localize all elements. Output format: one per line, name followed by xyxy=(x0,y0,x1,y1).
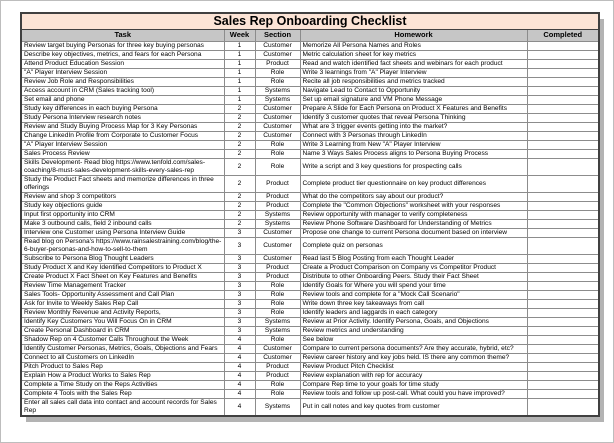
task-cell: Study key objections guide xyxy=(22,201,224,210)
table-row xyxy=(22,158,598,175)
task-cell: Review Job Role and Responsibilities xyxy=(22,77,224,86)
task-cell: Interview one Customer using Persona Interview Guide xyxy=(22,228,224,237)
week-cell: 2 xyxy=(224,210,255,219)
completed-cell[interactable] xyxy=(527,77,598,86)
column-header-homework: Homework xyxy=(300,30,527,41)
completed-cell[interactable] xyxy=(527,272,598,281)
task-cell: "A" Player Interview Session xyxy=(22,68,224,77)
completed-cell[interactable] xyxy=(527,254,598,263)
completed-cell[interactable] xyxy=(527,50,598,59)
section-cell: Role xyxy=(255,77,300,86)
table-row xyxy=(22,237,598,254)
completed-cell[interactable] xyxy=(527,201,598,210)
completed-cell[interactable] xyxy=(527,131,598,140)
section-cell: Customer xyxy=(255,353,300,362)
week-cell: 3 xyxy=(224,263,255,272)
completed-cell[interactable] xyxy=(527,299,598,308)
section-cell: Product xyxy=(255,272,300,281)
section-cell: Role xyxy=(255,380,300,389)
checklist-table xyxy=(22,30,598,415)
homework-cell: Review Product Pitch Checklist xyxy=(300,362,527,371)
homework-cell: Compare to current persona documents? Are they accurate, hybrid, etc? xyxy=(300,344,527,353)
table-row xyxy=(22,263,598,272)
table-row xyxy=(22,149,598,158)
section-cell: Role xyxy=(255,68,300,77)
homework-cell: Write down three key takeaways from call xyxy=(300,299,527,308)
completed-cell[interactable] xyxy=(527,380,598,389)
homework-cell: Metric calculation sheet for key metrics xyxy=(300,50,527,59)
completed-cell[interactable] xyxy=(527,192,598,201)
section-cell: Product xyxy=(255,175,300,192)
table-row xyxy=(22,192,598,201)
homework-cell: Review Phone Software Dashboard for Understanding of Metrics xyxy=(300,219,527,228)
completed-cell[interactable] xyxy=(527,290,598,299)
section-cell: Customer xyxy=(255,254,300,263)
task-cell: Complete 4 Tools with the Sales Rep xyxy=(22,389,224,398)
table-row xyxy=(22,131,598,140)
homework-cell: Review tools and follow up post-call. What could you have improved? xyxy=(300,389,527,398)
task-cell: Set email and phone xyxy=(22,95,224,104)
week-cell: 4 xyxy=(224,353,255,362)
table-row xyxy=(22,68,598,77)
homework-cell: Review metrics and understanding xyxy=(300,326,527,335)
section-cell: Systems xyxy=(255,95,300,104)
week-cell: 4 xyxy=(224,344,255,353)
week-cell: 3 xyxy=(224,254,255,263)
table-row xyxy=(22,228,598,237)
task-cell: Connect to all Customers on LinkedIn xyxy=(22,353,224,362)
task-cell: Study the Product Fact sheets and memorize differences in three offerings xyxy=(22,175,224,192)
homework-cell: What do the competitors say about our product? xyxy=(300,192,527,201)
task-cell: Describe key objectives, metrics, and fears for each Persona xyxy=(22,50,224,59)
task-cell: Sales Tools- Opportunity Assessment and Call Plan xyxy=(22,290,224,299)
week-cell: 1 xyxy=(224,41,255,50)
week-cell: 3 xyxy=(224,228,255,237)
table-row xyxy=(22,104,598,113)
week-cell: 1 xyxy=(224,59,255,68)
table-row xyxy=(22,41,598,50)
week-cell: 2 xyxy=(224,219,255,228)
section-cell: Product xyxy=(255,201,300,210)
week-cell: 3 xyxy=(224,281,255,290)
section-cell: Role xyxy=(255,158,300,175)
table-row xyxy=(22,50,598,59)
section-cell: Customer xyxy=(255,344,300,353)
week-cell: 3 xyxy=(224,290,255,299)
table-row xyxy=(22,281,598,290)
checklist-body xyxy=(22,41,598,415)
task-cell: Change LinkedIn Profile from Corporate to Customer Focus xyxy=(22,131,224,140)
homework-cell: Write 3 learnings from "A" Player Interview xyxy=(300,68,527,77)
week-cell: 4 xyxy=(224,380,255,389)
week-cell: 2 xyxy=(224,113,255,122)
homework-cell: Write 3 Learning from New "A" Player Interview xyxy=(300,140,527,149)
task-cell: Ask for Invite to Weekly Sales Rep Call xyxy=(22,299,224,308)
homework-cell: Create a Product Comparison on Company vs Competitor Product xyxy=(300,263,527,272)
task-cell: Study key differences in each buying Persona xyxy=(22,104,224,113)
section-cell: Role xyxy=(255,389,300,398)
table-row xyxy=(22,77,598,86)
completed-cell[interactable] xyxy=(527,335,598,344)
week-cell: 3 xyxy=(224,299,255,308)
homework-cell: Navigate Lead to Contact to Opportunity xyxy=(300,86,527,95)
task-cell: Explain How a Product Works to Sales Rep xyxy=(22,371,224,380)
week-cell: 4 xyxy=(224,335,255,344)
week-cell: 2 xyxy=(224,192,255,201)
section-cell: Systems xyxy=(255,326,300,335)
task-cell: Shadow Rep on 4 Customer Calls Throughout the Week xyxy=(22,335,224,344)
table-row xyxy=(22,219,598,228)
week-cell: 4 xyxy=(224,389,255,398)
table-row xyxy=(22,175,598,192)
column-header-task: Task xyxy=(22,30,224,41)
task-cell: Identify Key Customers You Will Focus On in CRM xyxy=(22,317,224,326)
completed-cell[interactable] xyxy=(527,41,598,50)
section-cell: Role xyxy=(255,308,300,317)
homework-cell: Read last 5 Blog Posting from each Thought Leader xyxy=(300,254,527,263)
section-cell: Product xyxy=(255,59,300,68)
section-cell: Product xyxy=(255,362,300,371)
section-cell: Customer xyxy=(255,228,300,237)
task-cell: Review target buying Personas for three key buying personas xyxy=(22,41,224,50)
homework-cell: Name 3 Ways Sales Process aligns to Persona Buying Process xyxy=(300,149,527,158)
section-cell: Customer xyxy=(255,41,300,50)
homework-cell: Complete quiz on personas xyxy=(300,237,527,254)
table-row xyxy=(22,210,598,219)
table-header xyxy=(22,30,598,41)
table-row xyxy=(22,317,598,326)
homework-cell: Review at Prior Activity. Identify Persona, Goals, and Objections xyxy=(300,317,527,326)
completed-cell[interactable] xyxy=(527,308,598,317)
homework-cell: Identify 3 customer quotes that reveal Persona Thinking xyxy=(300,113,527,122)
completed-cell[interactable] xyxy=(527,86,598,95)
completed-cell[interactable] xyxy=(527,228,598,237)
section-cell: Customer xyxy=(255,113,300,122)
task-cell: Skills Development- Read blog https://www.tenfold.com/sales-coaching/8-must-sales-development-skills-every-sales-rep xyxy=(22,158,224,175)
section-cell: Systems xyxy=(255,219,300,228)
completed-cell[interactable] xyxy=(527,59,598,68)
task-cell: Subscribe to Persona Blog Thought Leaders xyxy=(22,254,224,263)
table-row xyxy=(22,254,598,263)
table-row xyxy=(22,308,598,317)
week-cell: 3 xyxy=(224,326,255,335)
completed-cell[interactable] xyxy=(527,113,598,122)
completed-cell[interactable] xyxy=(527,140,598,149)
week-cell: 4 xyxy=(224,398,255,415)
table-row xyxy=(22,95,598,104)
table-row xyxy=(22,290,598,299)
completed-cell[interactable] xyxy=(527,353,598,362)
section-cell: Role xyxy=(255,299,300,308)
task-cell: Review Monthly Revenue and Activity Reports, xyxy=(22,308,224,317)
homework-cell: Write a script and 3 key questions for prospecting calls xyxy=(300,158,527,175)
week-cell: 2 xyxy=(224,158,255,175)
section-cell: Systems xyxy=(255,317,300,326)
table-row xyxy=(22,389,598,398)
section-cell: Role xyxy=(255,140,300,149)
task-cell: Review Time Management Tracker xyxy=(22,281,224,290)
table-row xyxy=(22,201,598,210)
section-cell: Customer xyxy=(255,237,300,254)
table-row xyxy=(22,122,598,131)
table-row xyxy=(22,380,598,389)
homework-cell: Connect with 3 Personas through LinkedIn xyxy=(300,131,527,140)
task-cell: Input first opportunity into CRM xyxy=(22,210,224,219)
completed-cell[interactable] xyxy=(527,175,598,192)
homework-cell: What are 3 trigger events getting into the market? xyxy=(300,122,527,131)
homework-cell: Prepare A Slide for Each Persona on Product X Features and Benefits xyxy=(300,104,527,113)
section-cell: Role xyxy=(255,149,300,158)
table-row xyxy=(22,362,598,371)
table-row xyxy=(22,335,598,344)
task-cell: Create Personal Dashboard in CRM xyxy=(22,326,224,335)
task-cell: Sales Process Review xyxy=(22,149,224,158)
homework-cell: Review tools and complete for a "Mock Call Scenario" xyxy=(300,290,527,299)
completed-cell[interactable] xyxy=(527,344,598,353)
section-cell: Systems xyxy=(255,86,300,95)
section-cell: Role xyxy=(255,335,300,344)
task-cell: Read blog on Persona's https://www.rainsalestraining.com/blog/the-6-buyer-personas-and-how-to-sell-to-them xyxy=(22,237,224,254)
task-cell: Study Product X and Key Identified Competitors to Product X xyxy=(22,263,224,272)
week-cell: 2 xyxy=(224,104,255,113)
table-row xyxy=(22,326,598,335)
week-cell: 1 xyxy=(224,86,255,95)
homework-cell: Review opportunity with manager to verify completeness xyxy=(300,210,527,219)
completed-cell[interactable] xyxy=(527,149,598,158)
homework-cell: Complete product tier questionnaire on key product differences xyxy=(300,175,527,192)
week-cell: 3 xyxy=(224,237,255,254)
task-cell: Attend Product Education Session xyxy=(22,59,224,68)
week-cell: 2 xyxy=(224,149,255,158)
homework-cell: Set up email signature and VM Phone Message xyxy=(300,95,527,104)
homework-cell: Distribute to other Onboarding Peers. Study their Fact Sheet xyxy=(300,272,527,281)
completed-cell[interactable] xyxy=(527,122,598,131)
homework-cell: Review explanation with rep for accuracy xyxy=(300,371,527,380)
week-cell: 3 xyxy=(224,272,255,281)
completed-cell[interactable] xyxy=(527,95,598,104)
task-cell: Complete a Time Study on the Reps Activities xyxy=(22,380,224,389)
homework-cell: Read and watch identified fact sheets and webinars for each product xyxy=(300,59,527,68)
column-header-completed: Completed xyxy=(527,30,598,41)
week-cell: 2 xyxy=(224,140,255,149)
homework-cell: Identify Goals for Where you will spend your time xyxy=(300,281,527,290)
homework-cell: Identify leaders and laggards in each category xyxy=(300,308,527,317)
completed-cell[interactable] xyxy=(527,317,598,326)
table-row xyxy=(22,272,598,281)
homework-cell: Recite all job responsibilities and metrics tracked xyxy=(300,77,527,86)
week-cell: 2 xyxy=(224,131,255,140)
completed-cell[interactable] xyxy=(527,389,598,398)
task-cell: Make 3 outbound calls, field 2 inbound calls xyxy=(22,219,224,228)
section-cell: Systems xyxy=(255,398,300,415)
task-cell: Review and Study Buying Process Map for 3 Key Personas xyxy=(22,122,224,131)
homework-cell: Compare Rep time to your goals for time study xyxy=(300,380,527,389)
homework-cell: Review career history and key jobs held. IS there any common theme? xyxy=(300,353,527,362)
week-cell: 2 xyxy=(224,201,255,210)
completed-cell[interactable] xyxy=(527,371,598,380)
table-row xyxy=(22,371,598,380)
completed-cell[interactable] xyxy=(527,326,598,335)
completed-cell[interactable] xyxy=(527,104,598,113)
section-cell: Role xyxy=(255,281,300,290)
table-row xyxy=(22,140,598,149)
homework-cell: Put in call notes and key quotes from customer xyxy=(300,398,527,415)
completed-cell[interactable] xyxy=(527,281,598,290)
completed-cell[interactable] xyxy=(527,210,598,219)
task-cell: Review and shop 3 competitors xyxy=(22,192,224,201)
completed-cell[interactable] xyxy=(527,237,598,254)
section-cell: Customer xyxy=(255,122,300,131)
homework-cell: Complete the "Common Objections" worksheet with your responses xyxy=(300,201,527,210)
table-row xyxy=(22,353,598,362)
task-cell: Enter all sales call data into contact and account records for Sales Rep xyxy=(22,398,224,415)
completed-cell[interactable] xyxy=(527,263,598,272)
section-cell: Customer xyxy=(255,131,300,140)
week-cell: 2 xyxy=(224,122,255,131)
completed-cell[interactable] xyxy=(527,68,598,77)
homework-cell: See below xyxy=(300,335,527,344)
section-cell: Product xyxy=(255,263,300,272)
table-row xyxy=(22,113,598,122)
task-cell: Access account in CRM (Sales tracking tool) xyxy=(22,86,224,95)
task-cell: Pitch Product to Sales Rep xyxy=(22,362,224,371)
homework-cell: Propose one change to current Persona document based on interview xyxy=(300,228,527,237)
table-row xyxy=(22,86,598,95)
table-row xyxy=(22,59,598,68)
task-cell: Study Persona Interview research notes xyxy=(22,113,224,122)
completed-cell[interactable] xyxy=(527,362,598,371)
week-cell: 1 xyxy=(224,77,255,86)
column-header-section: Section xyxy=(255,30,300,41)
table-row xyxy=(22,344,598,353)
completed-cell[interactable] xyxy=(527,158,598,175)
section-cell: Customer xyxy=(255,50,300,59)
week-cell: 1 xyxy=(224,50,255,59)
week-cell: 3 xyxy=(224,317,255,326)
task-cell: Identify Customer Personas, Metrics, Goals, Objections and Fears xyxy=(22,344,224,353)
column-header-week: Week xyxy=(224,30,255,41)
section-cell: Systems xyxy=(255,210,300,219)
week-cell: 1 xyxy=(224,68,255,77)
completed-cell[interactable] xyxy=(527,219,598,228)
table-row xyxy=(22,299,598,308)
homework-cell: Memorize All Persona Names and Roles xyxy=(300,41,527,50)
section-cell: Product xyxy=(255,371,300,380)
completed-cell[interactable] xyxy=(527,398,598,415)
week-cell: 3 xyxy=(224,308,255,317)
week-cell: 1 xyxy=(224,95,255,104)
task-cell: "A" Player Interview Session xyxy=(22,140,224,149)
week-cell: 4 xyxy=(224,371,255,380)
page-title: Sales Rep Onboarding Checklist xyxy=(22,14,598,30)
week-cell: 2 xyxy=(224,175,255,192)
section-cell: Customer xyxy=(255,104,300,113)
section-cell: Role xyxy=(255,290,300,299)
week-cell: 4 xyxy=(224,362,255,371)
section-cell: Product xyxy=(255,192,300,201)
task-cell: Create Product X Fact Sheet on Key Features and Benefits xyxy=(22,272,224,281)
onboarding-checklist-sheet xyxy=(20,12,600,417)
table-row xyxy=(22,398,598,415)
